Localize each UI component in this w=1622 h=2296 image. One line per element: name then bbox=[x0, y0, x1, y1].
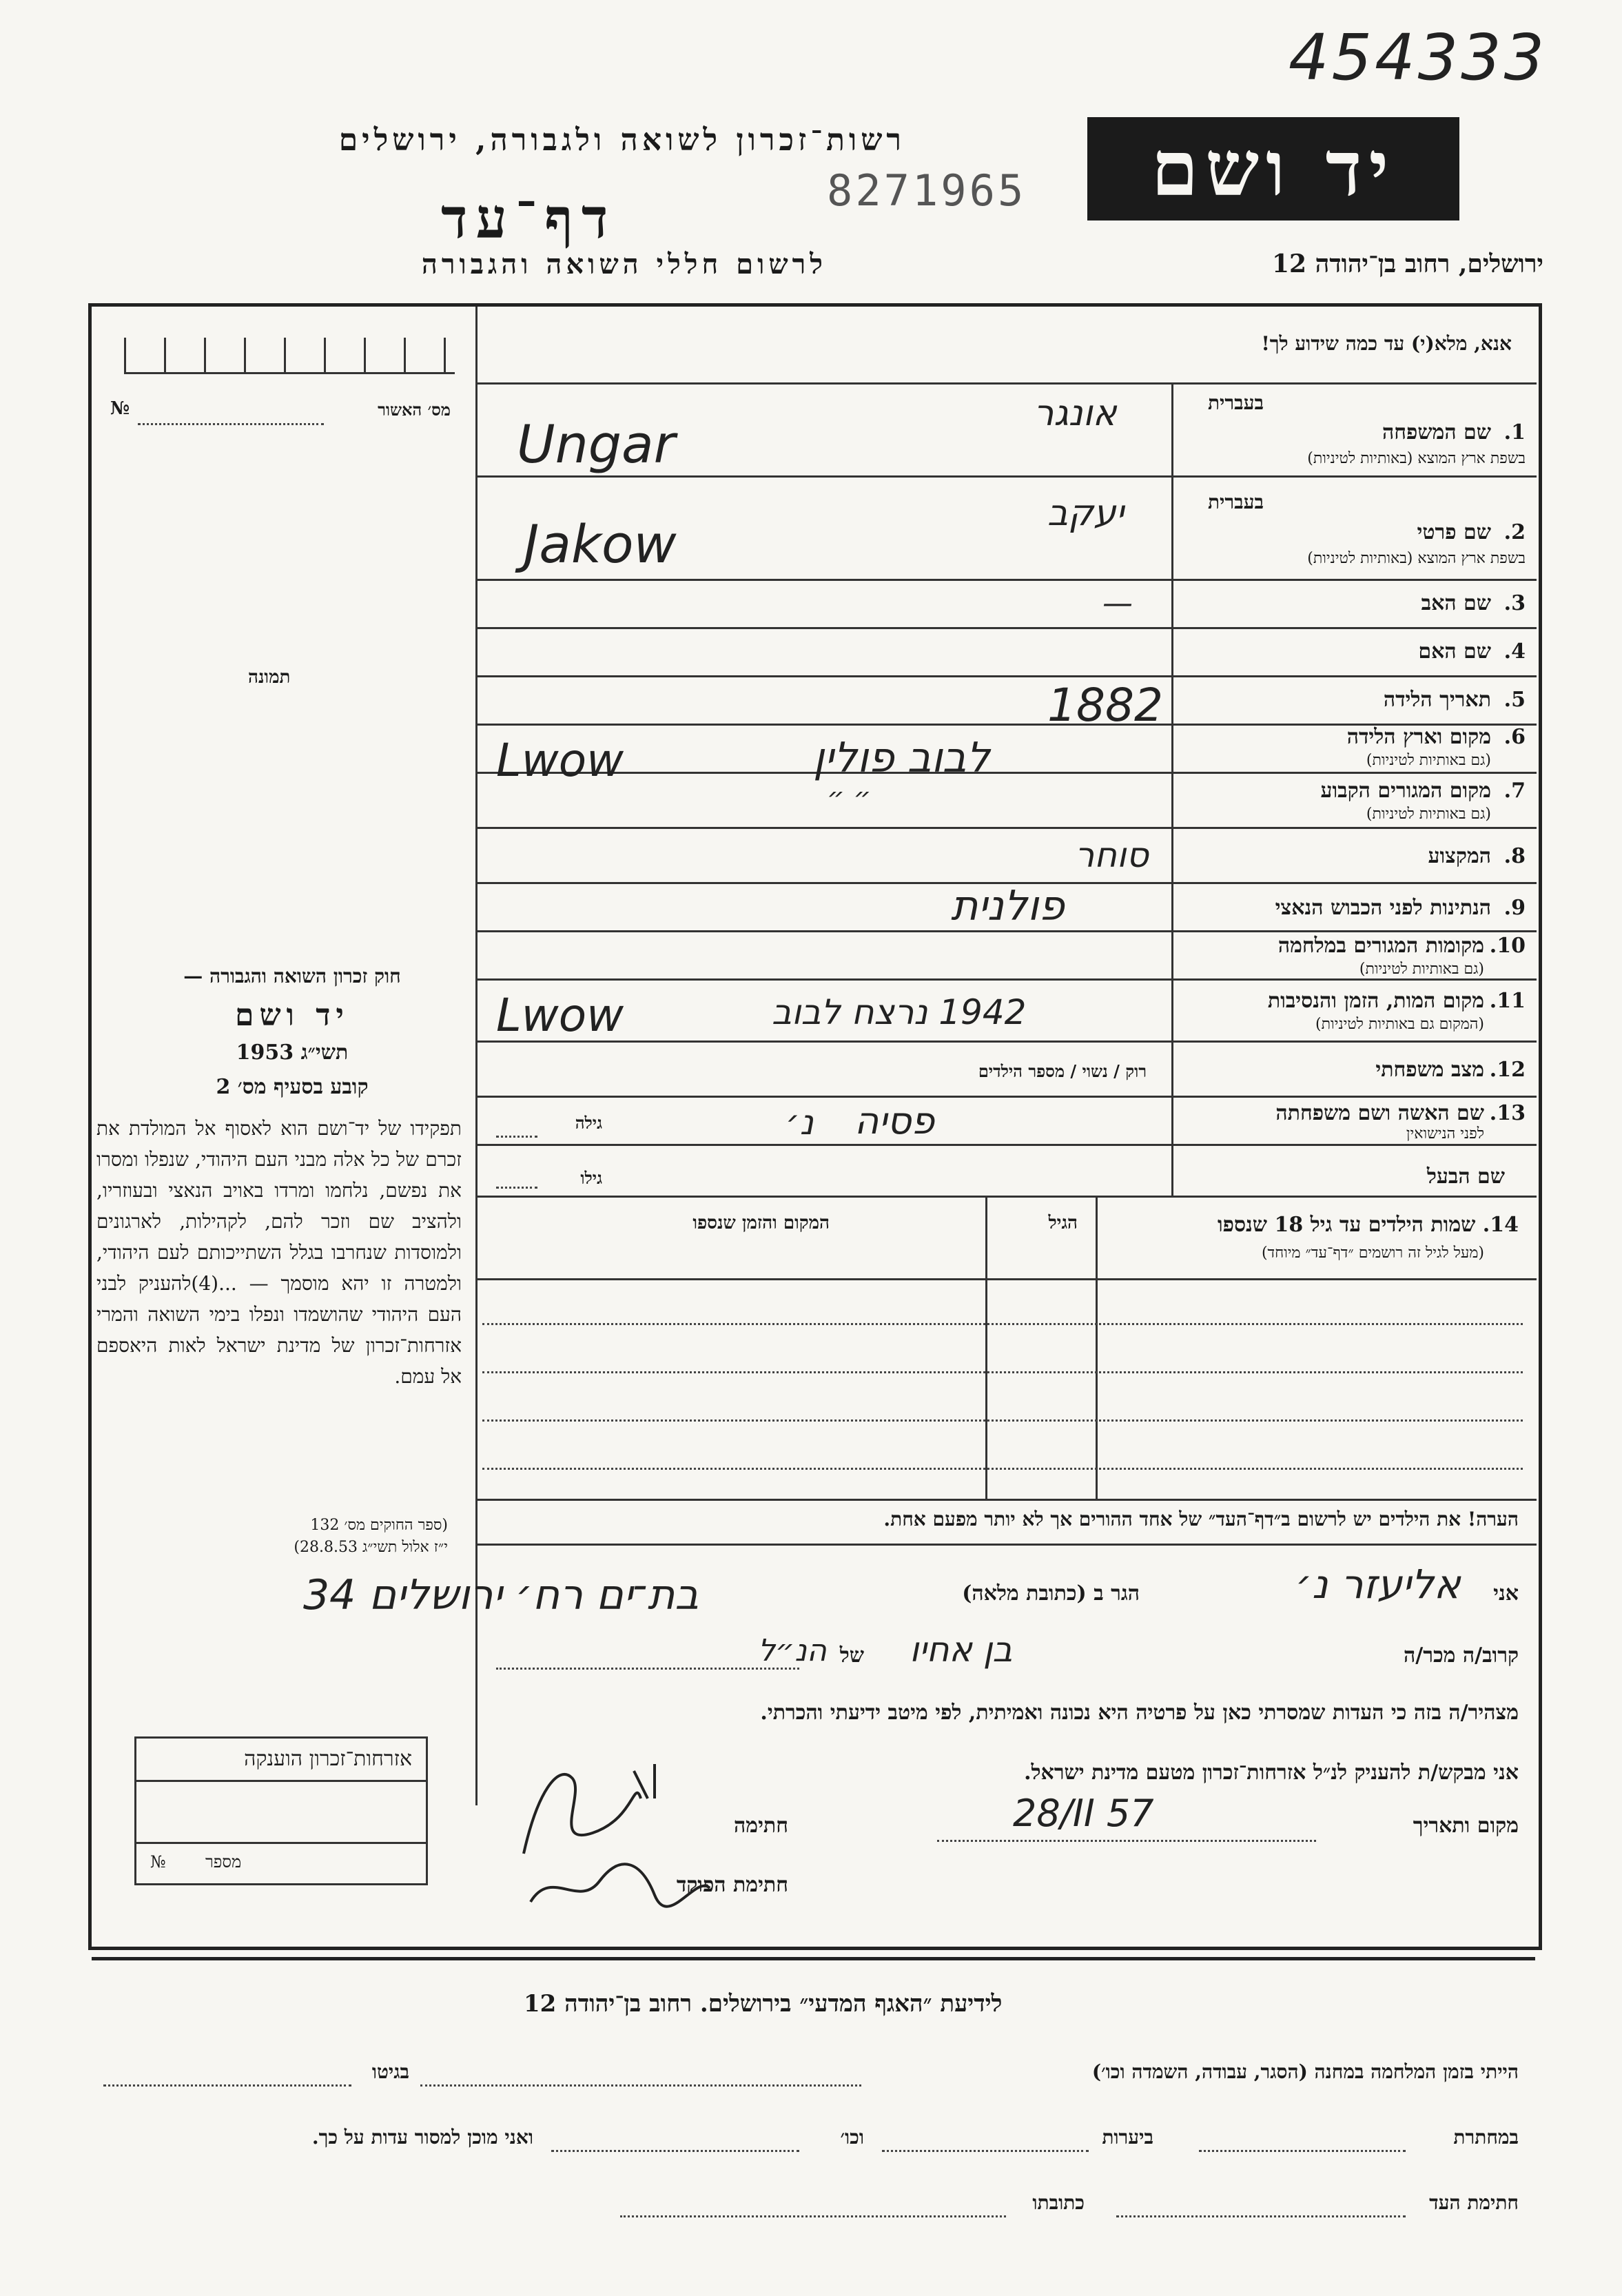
row-line bbox=[475, 1144, 1537, 1146]
footer-camp-field[interactable] bbox=[420, 2084, 861, 2087]
yad-vashem-logo bbox=[1087, 117, 1459, 221]
field-13-value[interactable]: פסיה bbox=[854, 1099, 935, 1142]
field-12-number: 12. bbox=[1489, 1058, 1526, 1082]
decl-place-date-line[interactable] bbox=[937, 1840, 1316, 1842]
decl-signature-label: חתימה bbox=[734, 1814, 788, 1838]
field-5-value[interactable]: 1882 bbox=[1047, 679, 1163, 732]
field-2-number: 2. bbox=[1503, 520, 1526, 544]
footer-title: לידיעת ״האגף המדעי״ בירושלים. רחוב בן־יהודה 12 bbox=[524, 1990, 1003, 2018]
law-section: קובע בסעיף מס׳ 2 bbox=[216, 1075, 369, 1099]
footer-divider bbox=[92, 1957, 1535, 1960]
note-text: הערה! את הילדים יש לרשום ב״דף־העד״ של אחד ההורים אך לא יותר מפעם אחת. bbox=[883, 1508, 1519, 1530]
row-line bbox=[475, 475, 1537, 478]
field-8-label: המקצוע bbox=[1428, 844, 1491, 868]
field-8-number: 8. bbox=[1503, 844, 1526, 868]
footer-ready-text: ואני מוכן למסור עדות על כך. bbox=[311, 2126, 533, 2149]
photo-label: תמונה bbox=[248, 667, 291, 688]
row-line bbox=[475, 1041, 1537, 1043]
header-address: ירושלים, רחוב בן־יהודה 12 bbox=[1271, 249, 1543, 278]
field-2-heb-label: בעברית bbox=[1207, 491, 1264, 513]
row-line bbox=[475, 827, 1537, 829]
field-1-latin-value[interactable]: Ungar bbox=[517, 413, 675, 475]
footer-etc-label: וכו׳ bbox=[840, 2126, 864, 2149]
registration-label: מס׳ האשור bbox=[378, 400, 451, 420]
instruction-text: אנא, מלא(י) עד כמה שידוע לך! bbox=[1261, 332, 1512, 355]
field-1-heb-label: בעברית bbox=[1207, 391, 1264, 414]
field-11-label: מקום המות, הזמן והנסיבות bbox=[1267, 989, 1484, 1013]
footer-line1: הייתי בזמן המלחמה במחנה (הסגר, עבודה, השמדה וכו׳) bbox=[1091, 2060, 1519, 2083]
field-7-value[interactable]: ״ ״ bbox=[827, 782, 872, 814]
field-11-latin-value[interactable]: Lwow bbox=[496, 989, 624, 1042]
field-9-label: הנתינות לפני הכבוש הנאצי bbox=[1275, 896, 1491, 920]
decl-relative-label: קרוב/ה מכר/ה bbox=[1404, 1643, 1519, 1668]
children-age-header: הגיל bbox=[1048, 1213, 1078, 1233]
decl-i-label: אני bbox=[1493, 1581, 1519, 1606]
stamp-no-rule bbox=[136, 1842, 426, 1844]
field-10-number: 10. bbox=[1489, 934, 1526, 958]
field-9-value[interactable]: פולנית bbox=[951, 882, 1065, 930]
stamp-rule bbox=[136, 1780, 426, 1782]
field-6-label: מקום וארץ הלידה bbox=[1346, 725, 1491, 749]
field-10-label: מקומות המגורים במלחמה bbox=[1277, 934, 1484, 958]
law-source-1: (ספר החוקים מס׳ 132 bbox=[310, 1517, 448, 1534]
stamp-no-symbol: № bbox=[150, 1852, 166, 1872]
children-sub: (מעל לגיל זה רושמים ״דף־עד״ מיוחד) bbox=[1261, 1244, 1484, 1262]
field-6-value[interactable]: לבוב פולין bbox=[813, 734, 990, 782]
field-5-label: תאריך הלידה bbox=[1383, 688, 1491, 712]
law-source-2: י״ז אלול תשי״ג 28.8.53) bbox=[294, 1539, 448, 1556]
field-13-age-input[interactable] bbox=[496, 1136, 537, 1138]
law-name: יד ושם bbox=[235, 998, 349, 1033]
decl-officer-label: חתימת הפוקד bbox=[676, 1873, 788, 1897]
field-2-heb-value[interactable]: יעקב bbox=[1047, 493, 1125, 534]
footer-ghetto-label: בגיטו bbox=[371, 2060, 409, 2083]
row-line bbox=[475, 579, 1537, 581]
registration-ticks bbox=[124, 338, 455, 374]
field-4-number: 4. bbox=[1503, 639, 1526, 664]
field-13-extra[interactable]: נ׳ bbox=[786, 1103, 814, 1142]
note-line bbox=[475, 1544, 1537, 1546]
children-bottom-line bbox=[475, 1499, 1537, 1501]
registration-field[interactable] bbox=[138, 423, 324, 425]
stamp-title: אזרחות־זכרון הוענקה bbox=[244, 1747, 412, 1771]
footer-witness-sig-label: חתימת העד bbox=[1429, 2191, 1519, 2214]
handwritten-archive-number: 454333 bbox=[1289, 21, 1548, 94]
field-6-latin-value[interactable]: Lwow bbox=[496, 734, 624, 787]
footer-underground-field[interactable] bbox=[1199, 2150, 1406, 2152]
field-2-label: שם פרטי bbox=[1417, 520, 1491, 544]
children-col bbox=[985, 1196, 987, 1499]
child-row[interactable] bbox=[482, 1419, 1523, 1422]
decl-place-date-label: מקום ותאריך bbox=[1413, 1814, 1519, 1838]
children-label: 14. שמות הילדים עד גיל 18 שנספו bbox=[1217, 1213, 1519, 1237]
field-5-number: 5. bbox=[1503, 688, 1526, 712]
instruction-row-line bbox=[475, 382, 1537, 385]
law-year: תשי״ג 1953 bbox=[236, 1041, 349, 1065]
footer-etc-field[interactable] bbox=[551, 2150, 799, 2152]
field-11-sub: (המקום גם באותיות לטיניות) bbox=[1315, 1016, 1484, 1033]
label-divider bbox=[1171, 382, 1173, 1196]
field-11-number: 11. bbox=[1489, 989, 1526, 1013]
footer-forests-label: ביערות bbox=[1102, 2126, 1153, 2149]
field-6-sub: (גם באותיות לטיניות) bbox=[1366, 752, 1491, 769]
field-2-sub: בשפת ארץ המוצא (באותיות לטיניות) bbox=[1307, 550, 1526, 567]
field-7-number: 7. bbox=[1503, 779, 1526, 803]
husband-label: שם הבעל bbox=[1426, 1165, 1505, 1189]
signature-image bbox=[496, 1750, 703, 1867]
row-line bbox=[475, 627, 1537, 629]
field-7-label: מקום המגורים הקבוע bbox=[1320, 779, 1491, 803]
field-7-sub: (גם באותיות לטיניות) bbox=[1366, 806, 1491, 823]
decl-resides-label: הגר ב (כתובת מלאה) bbox=[962, 1581, 1140, 1606]
field-8-value[interactable]: סוחר bbox=[1075, 835, 1149, 875]
field-13-label: שם האשה ושם משפחתה bbox=[1275, 1101, 1484, 1125]
footer-witness-sig-field[interactable] bbox=[1116, 2215, 1406, 2217]
row-line bbox=[475, 1196, 1537, 1198]
law-title: חוק זכרון השואה והגבורה — bbox=[183, 965, 401, 987]
field-13-sub: לפני הנישואין bbox=[1406, 1125, 1484, 1142]
children-header-line bbox=[475, 1278, 1537, 1280]
row-line bbox=[475, 930, 1537, 932]
field-2-latin-value[interactable]: Jakow bbox=[524, 513, 677, 575]
field-9-number: 9. bbox=[1503, 896, 1526, 920]
footer-ghetto-field[interactable] bbox=[103, 2084, 351, 2087]
decl-statement: מצהיר/ה בזה כי העדות שמסרתי כאן על פרטיה היא נכונה ואמיתית, לפי מיטב ידיעתי והכרתי. bbox=[760, 1701, 1519, 1725]
field-12-options[interactable]: רוק / נשוי / מספר הילדים bbox=[978, 1061, 1147, 1081]
field-1-label: שם המשפחה bbox=[1382, 420, 1491, 444]
decl-relation[interactable]: בן אחיו bbox=[910, 1630, 1013, 1670]
row-line bbox=[475, 772, 1537, 774]
field-4-label: שם האם bbox=[1418, 639, 1491, 664]
decl-request: אני מבקש/ת להעניק לנ״ל אזרחות־זכרון מטעם מדינת ישראל. bbox=[1024, 1761, 1519, 1785]
husband-age-input[interactable] bbox=[496, 1187, 537, 1189]
form-title: דף־עד bbox=[441, 186, 617, 251]
stamped-number: 8271965 bbox=[827, 165, 1027, 216]
form-subtitle: לרשום חללי השואה והגבורה bbox=[421, 248, 827, 280]
field-6-number: 6. bbox=[1503, 725, 1526, 749]
field-12-label: מצב משפחתי bbox=[1375, 1058, 1484, 1082]
field-1-number: 1. bbox=[1503, 420, 1526, 444]
footer-underground-label: במחתרת bbox=[1453, 2126, 1519, 2149]
field-3-label: שם האב bbox=[1421, 591, 1491, 615]
decl-of-value[interactable]: הנ״ל bbox=[758, 1633, 827, 1668]
field-3-value[interactable]: — bbox=[1102, 586, 1133, 621]
field-13-number: 13. bbox=[1489, 1101, 1526, 1125]
footer-address-field[interactable] bbox=[620, 2215, 1006, 2217]
citizenship-stamp-box bbox=[134, 1736, 428, 1885]
child-row[interactable] bbox=[482, 1468, 1523, 1470]
decl-of-line bbox=[496, 1668, 799, 1670]
footer-address-label: כתובתו bbox=[1032, 2191, 1085, 2214]
row-line bbox=[475, 1096, 1537, 1098]
row-line bbox=[475, 675, 1537, 677]
stamp-number-label: מספר bbox=[205, 1852, 242, 1872]
field-1-heb-value[interactable]: אונגר bbox=[1034, 393, 1117, 434]
row-line bbox=[475, 978, 1537, 981]
law-text: תפקידו של יד־ושם הוא לאסוף אל המולדת את זכרם של כל אלה מבני העם היהודי, שנפלו ומסרו את נפשם, נלחמו ומרדו באויב הנאצי ובעוזריו, ולהציב שם וזכר להם, לקהילות, לארגונים ולמוסדות שנחרבו בגלל השתייכותם לעם היהודי, ולמטרה זו יהא מוסמך — ...(4)להעניק לבני העם היהודי שהושמדו ונפלו בימי השואה והמרי אזרחות־זכרון של מדינת ישראל לאות היאספם אל עמם. bbox=[96, 1117, 462, 1388]
registration-no-symbol: № bbox=[110, 398, 130, 419]
field-10-sub: (גם באותיות לטיניות) bbox=[1359, 961, 1484, 978]
field-11-value[interactable]: 1942 נרצח לבוב bbox=[772, 992, 1027, 1032]
logo-text: יד ושם bbox=[1151, 124, 1396, 213]
decl-name[interactable]: אליעזר נ׳ bbox=[1295, 1561, 1461, 1608]
footer-forests-field[interactable] bbox=[882, 2150, 1089, 2152]
decl-address[interactable]: בת־ים רח׳ ירושלים 34 bbox=[303, 1571, 699, 1619]
child-row[interactable] bbox=[482, 1371, 1523, 1373]
husband-age-label: גילו bbox=[580, 1168, 602, 1188]
field-1-sub: בשפת ארץ המוצא (באותיות לטיניות) bbox=[1307, 450, 1526, 467]
officer-signature-image bbox=[524, 1854, 717, 1918]
children-place-header: המקום והזמן שנספו bbox=[692, 1213, 830, 1233]
field-13-age-label: גילה bbox=[575, 1113, 602, 1133]
children-col bbox=[1096, 1196, 1098, 1499]
decl-date[interactable]: 28/II 57 bbox=[1013, 1792, 1154, 1835]
institution-name: רשות־זכרון לשואה ולגבורה, ירושלים bbox=[338, 123, 905, 158]
child-row[interactable] bbox=[482, 1323, 1523, 1325]
field-3-number: 3. bbox=[1503, 591, 1526, 615]
decl-of-label: של bbox=[839, 1643, 864, 1668]
